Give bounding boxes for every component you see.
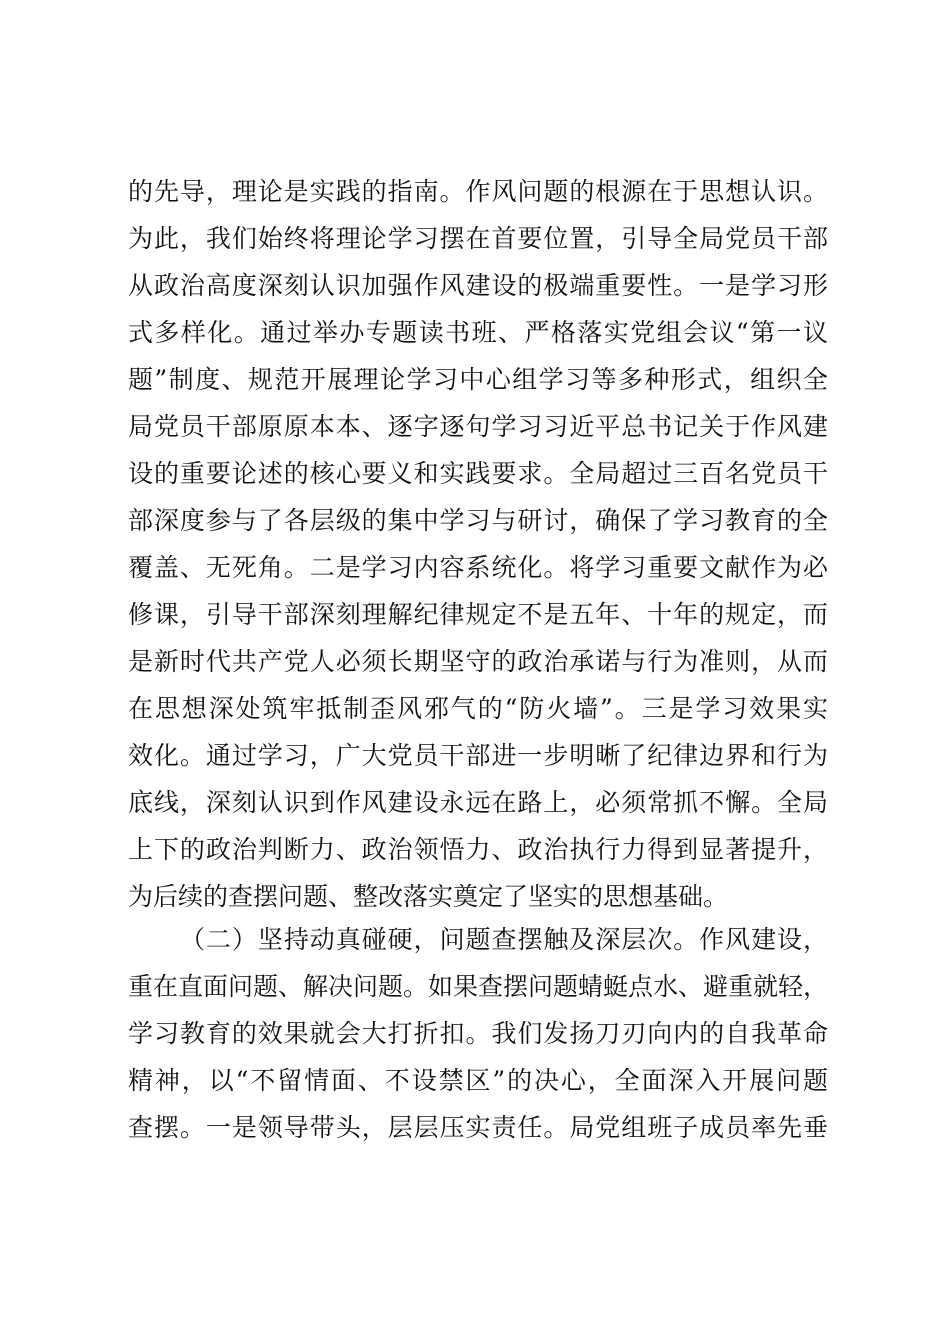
text-line: 查摆。一是领导带头，层层压实责任。局党组班子成员率先垂 xyxy=(128,1113,828,1142)
text-line: 精神，以“不留情面、不设禁区”的决心，全面深入开展问题 xyxy=(128,1066,828,1095)
text-line: 式多样化。通过举办专题读书班、严格落实党组会议“第一议 xyxy=(128,318,828,347)
text-line: 学习教育的效果就会大打折扣。我们发扬刀刃向内的自我革命 xyxy=(128,1019,828,1048)
text-line: 设的重要论述的核心要义和实践要求。全局超过三百名党员干 xyxy=(128,459,828,488)
text-line: 在思想深处筑牢抵制歪风邪气的“防火墙”。三是学习效果实 xyxy=(128,694,828,723)
text-line: 为后续的查摆问题、整改落实奠定了坚实的思想基础。 xyxy=(128,882,729,911)
text-line: 局党员干部原原本本、逐字逐句学习习近平总书记关于作风建 xyxy=(128,412,828,441)
section-heading-line: （二）坚持动真碰硬，问题查摆触及深层次。作风建设， xyxy=(180,925,828,954)
text-line: 是新时代共产党人必须长期坚守的政治承诺与行为准则，从而 xyxy=(128,647,828,676)
paragraph-problem-finding xyxy=(128,916,828,1151)
text-line: 修课，引导干部深刻理解纪律规定不是五年、十年的规定，而 xyxy=(128,600,828,629)
text-line: 的先导，理论是实践的指南。作风问题的根源在于思想认识。 xyxy=(128,177,828,206)
text-line: 效化。通过学习，广大党员干部进一步明晰了纪律边界和行为 xyxy=(128,741,828,770)
text-line: 覆盖、无死角。二是学习内容系统化。将学习重要文献作为必 xyxy=(128,553,828,582)
text-line: 为此，我们始终将理论学习摆在首要位置，引导全局党员干部 xyxy=(128,224,828,253)
text-line: 题”制度、规范开展理论学习中心组学习等多种形式，组织全 xyxy=(128,365,828,394)
paragraph-study xyxy=(128,168,828,920)
text-line: 上下的政治判断力、政治领悟力、政治执行力得到显著提升， xyxy=(128,835,828,864)
text-line: 部深度参与了各层级的集中学习与研讨，确保了学习教育的全 xyxy=(128,506,828,535)
text-line: 从政治高度深刻认识加强作风建设的极端重要性。一是学习形 xyxy=(128,271,828,300)
text-line: 重在直面问题、解决问题。如果查摆问题蜻蜓点水、避重就轻， xyxy=(128,972,828,1001)
text-line: 底线，深刻认识到作风建设永远在路上，必须常抓不懈。全局 xyxy=(128,788,828,817)
